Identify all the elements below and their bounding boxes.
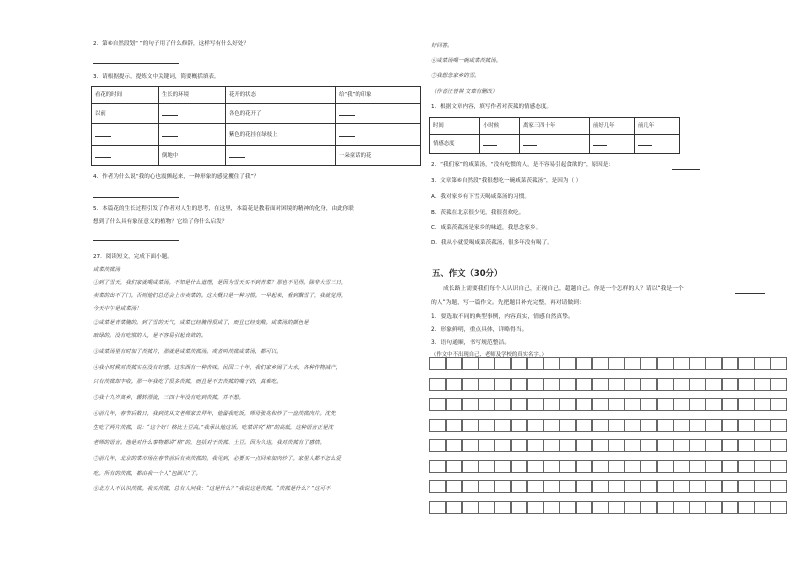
passage-line: ⑦前几年，北京的菜市场在春节前后有卖茨菰的。我见到，必要买一点回来加肉炒了。家里人都不怎么爱 (93, 456, 341, 462)
grid-cell[interactable] (592, 378, 609, 391)
table-attitude (429, 117, 680, 154)
question-2: 2．第⑥自然段划“ ”的句子用了什么修辞，这样写有什么好处？ (93, 41, 249, 47)
grid-cell[interactable] (705, 378, 722, 391)
grid-cell[interactable] (511, 439, 528, 452)
grid-cell[interactable] (559, 480, 576, 493)
essay-writing-grid[interactable] (430, 357, 787, 521)
grid-cell[interactable] (511, 378, 528, 391)
passage-line: ⑧北方人不认识茨菰。我买茨菰，总有人问我：“这是什么？”我说这是茨菰。“茨菰是什么？”这可不 (93, 486, 331, 492)
grid-cell[interactable] (608, 460, 625, 473)
table-cell: 离家三四十年 (520, 118, 590, 135)
grid-cell[interactable] (559, 378, 576, 391)
table-cell: 时间 (430, 118, 480, 135)
requirement-2: 2．形象鲜明，重点具体，详略得当。 (431, 327, 528, 333)
grid-cell[interactable] (754, 398, 771, 411)
grid-cell[interactable] (657, 480, 674, 493)
grid-cell[interactable] (592, 480, 609, 493)
grid-cell[interactable] (754, 357, 771, 370)
grid-cell[interactable] (478, 419, 495, 432)
grid-cell[interactable] (608, 419, 625, 432)
grid-cell[interactable] (738, 357, 755, 370)
grid-cell[interactable] (592, 398, 609, 411)
table-row (92, 124, 421, 146)
grid-cell[interactable] (576, 378, 593, 391)
grid-cell[interactable] (511, 357, 528, 370)
requirement-3: 3．语句通顺，书写规范整洁。 (431, 340, 511, 346)
question-27: 27．阅读短文，完成下面小题。 (93, 254, 173, 260)
grid-cell[interactable] (429, 501, 446, 514)
table-cell: 情感态度 (430, 135, 480, 154)
grid-cell[interactable] (543, 501, 560, 514)
table-cell: 倒地中 (159, 146, 226, 166)
grid-cell[interactable] (738, 419, 755, 432)
grid-cell[interactable] (478, 501, 495, 514)
grid-cell[interactable] (624, 357, 641, 370)
grid-cell[interactable] (478, 357, 495, 370)
grid-cell[interactable] (722, 460, 739, 473)
question-3: 3．请根据提示，提炼文中关键词，简要概括填表。 (93, 74, 220, 80)
grid-cell[interactable] (770, 439, 787, 452)
table-cell-blank (520, 135, 590, 154)
passage-line: ③咸菜汤里有时加了茨菰片，那就是咸菜茨菰汤。或者叫茨菰咸菜汤，都可以。 (93, 349, 282, 355)
grid-cell[interactable] (770, 501, 787, 514)
grid-cell[interactable] (446, 357, 463, 370)
grid-cell[interactable] (511, 501, 528, 514)
grid-cell[interactable] (689, 398, 706, 411)
grid-cell[interactable] (657, 419, 674, 432)
passage-line: 只有茨菰却丰收。那一年我吃了很多茨菰，而且是不去茨菰的嘴子的，真难吃。 (93, 379, 282, 385)
grid-cell[interactable] (722, 439, 739, 452)
grid-cell[interactable] (705, 439, 722, 452)
question-5: 5．本篇花的生长过程引发了作者对人生的思考，在这里，本篇花是教着面对困境的精神的化身，由此你联 (93, 206, 354, 212)
choice-d: D．我从小就爱喝咸菜茨菰汤，很多年没有喝了。 (431, 240, 553, 246)
grid-cell[interactable] (559, 357, 576, 370)
grid-cell[interactable] (576, 480, 593, 493)
grid-cell[interactable] (624, 480, 641, 493)
grid-cell[interactable] (770, 419, 787, 432)
grid-cell[interactable] (722, 357, 739, 370)
grid-cell[interactable] (689, 460, 706, 473)
table-cell-blank (590, 135, 635, 154)
grid-cell[interactable] (462, 480, 479, 493)
title-blank (735, 293, 765, 294)
grid-cell[interactable] (608, 398, 625, 411)
grid-cell[interactable] (738, 480, 755, 493)
grid-cell[interactable] (429, 480, 446, 493)
grid-cell[interactable] (689, 501, 706, 514)
table-row (92, 104, 421, 124)
grid-cell[interactable] (640, 398, 657, 411)
grid-cell[interactable] (705, 419, 722, 432)
grid-cell[interactable] (754, 378, 771, 391)
grid-cell[interactable] (429, 419, 446, 432)
grid-cell[interactable] (640, 439, 657, 452)
grid-cell[interactable] (608, 439, 625, 452)
table-cell: 紫色的花挂在绿枝上 (226, 124, 336, 146)
grid-cell[interactable] (673, 439, 690, 452)
grid-cell[interactable] (462, 460, 479, 473)
grid-cell[interactable] (527, 480, 544, 493)
grid-cell[interactable] (446, 439, 463, 452)
grid-cell[interactable] (640, 419, 657, 432)
passage-line: 老师的语言。他是对什么事物都讲“格”的，包括对于茨菰、土豆。因为久违，我对茨菰有了感情。 (93, 440, 325, 446)
grid-cell[interactable] (624, 439, 641, 452)
grid-cell[interactable] (722, 501, 739, 514)
grid-cell[interactable] (462, 501, 479, 514)
grid-cell[interactable] (559, 398, 576, 411)
grid-cell[interactable] (429, 378, 446, 391)
passage-line: ②咸菜是青菜腌的。到了雪的天气，咸菜已经腌得很咸了，而且已经变酸。咸菜汤的颜色是 (93, 320, 309, 326)
table-row (430, 118, 680, 135)
grid-cell[interactable] (657, 501, 674, 514)
passage-title: 咸菜茨菰汤 (93, 267, 120, 273)
grid-cell[interactable] (770, 460, 787, 473)
choice-b: B．茨菰在北京很少见，我很喜欢吃。 (431, 210, 525, 216)
grid-cell[interactable] (576, 357, 593, 370)
grid-cell[interactable] (592, 419, 609, 432)
grid-cell[interactable] (462, 398, 479, 411)
choice-a: A．我对家乡有下雪天喝咸菜汤的习惯。 (431, 194, 530, 200)
grid-cell[interactable] (673, 398, 690, 411)
passage-line: 暗绿的。没有吃惯的人，是不容易引起食欲的。 (93, 333, 207, 339)
grid-cell[interactable] (722, 398, 739, 411)
table-cell-blank (92, 146, 159, 166)
table-header: 看花的时间 (92, 87, 159, 104)
requirement-1: 1．要选取不同的典型事例，内容真实，情感自然真挚。 (431, 314, 574, 320)
grid-cell[interactable] (478, 480, 495, 493)
passage-continued: 好回答。 (431, 43, 453, 49)
grid-cell[interactable] (462, 439, 479, 452)
passage-line: ⑦我想念家乡的雪。 (431, 73, 480, 79)
grid-cell[interactable] (624, 419, 641, 432)
grid-cell[interactable] (478, 378, 495, 391)
grid-cell[interactable] (689, 357, 706, 370)
grid-cell[interactable] (462, 378, 479, 391)
grid-row (430, 460, 787, 473)
grid-cell[interactable] (446, 480, 463, 493)
answer-line (93, 63, 179, 64)
grid-cell[interactable] (592, 460, 609, 473)
grid-cell[interactable] (738, 439, 755, 452)
question-5-cont: 想到了什么具有象征意义的植物？它给了你什么启发？ (93, 219, 228, 225)
grid-cell[interactable] (689, 378, 706, 391)
right-question-2: 2．“我们家”的咸菜汤，“没有吃惯的人，是不容易引起食欲的”，原因是： (431, 162, 614, 168)
grid-cell[interactable] (494, 480, 511, 493)
grid-cell[interactable] (689, 419, 706, 432)
grid-cell[interactable] (624, 398, 641, 411)
grid-cell[interactable] (494, 460, 511, 473)
table-cell-blank (635, 135, 680, 154)
grid-cell[interactable] (640, 378, 657, 391)
grid-cell[interactable] (478, 460, 495, 473)
grid-cell[interactable] (429, 439, 446, 452)
grid-cell[interactable] (446, 419, 463, 432)
grid-cell[interactable] (576, 398, 593, 411)
grid-row (430, 480, 787, 493)
grid-cell[interactable] (689, 480, 706, 493)
grid-cell[interactable] (543, 439, 560, 452)
grid-cell[interactable] (494, 398, 511, 411)
answer-line (93, 240, 179, 241)
grid-cell[interactable] (527, 460, 544, 473)
grid-cell[interactable] (429, 398, 446, 411)
table-cell-blank (159, 124, 226, 146)
grid-cell[interactable] (462, 357, 479, 370)
answer-line (672, 169, 700, 170)
grid-cell[interactable] (770, 398, 787, 411)
grid-cell[interactable] (754, 460, 771, 473)
grid-cell[interactable] (543, 419, 560, 432)
grid-cell[interactable] (511, 419, 528, 432)
grid-cell[interactable] (429, 460, 446, 473)
grid-cell[interactable] (673, 501, 690, 514)
passage-line: ④我小时候对茨菰实在没有好感。这东西有一种苦味。民国二十年，我们家乡闹了大水，各种作物减产， (93, 365, 341, 371)
grid-cell[interactable] (673, 480, 690, 493)
passage-line: ①到了雪天，我们家就喝咸菜汤。不知是什么道理，是因为雪天买不到青菜？那也不见得。除非大雪三日， (93, 280, 347, 286)
grid-cell[interactable] (429, 357, 446, 370)
grid-cell[interactable] (494, 501, 511, 514)
grid-cell[interactable] (527, 419, 544, 432)
grid-cell[interactable] (640, 480, 657, 493)
table-cell-blank (159, 104, 226, 124)
grid-cell[interactable] (640, 460, 657, 473)
grid-cell[interactable] (754, 419, 771, 432)
grid-cell[interactable] (722, 419, 739, 432)
grid-cell[interactable] (673, 378, 690, 391)
table-cell: 一朵童话的花 (336, 146, 421, 166)
grid-cell[interactable] (754, 439, 771, 452)
grid-cell[interactable] (527, 378, 544, 391)
grid-cell[interactable] (689, 439, 706, 452)
grid-cell[interactable] (608, 501, 625, 514)
passage-source: （作者汪曾祺 文章有删改） (431, 89, 498, 95)
table-cell-blank (480, 135, 520, 154)
grid-cell[interactable] (624, 501, 641, 514)
grid-cell[interactable] (640, 501, 657, 514)
table-header: 生长的环境 (159, 87, 226, 104)
grid-cell[interactable] (657, 357, 674, 370)
grid-cell[interactable] (543, 357, 560, 370)
grid-cell[interactable] (592, 357, 609, 370)
grid-cell[interactable] (576, 460, 593, 473)
grid-cell[interactable] (527, 439, 544, 452)
grid-cell[interactable] (705, 480, 722, 493)
table-row (92, 146, 421, 166)
grid-row (430, 501, 787, 514)
essay-prompt-cont: 的人”为题，写一篇作文。先把题目补充完整，再对请做到： (431, 300, 585, 306)
grid-cell[interactable] (559, 419, 576, 432)
grid-cell[interactable] (511, 460, 528, 473)
passage-line: 生吃了两片茨菰，说：“这个好！格比土豆高。”我承认他这话。吃菜讲究“格”的高低，这种语言正是沈 (93, 425, 334, 431)
grid-cell[interactable] (640, 357, 657, 370)
grid-cell[interactable] (592, 439, 609, 452)
grid-cell[interactable] (705, 398, 722, 411)
table-header: 花开的状态 (226, 87, 336, 104)
essay-prompt: 成长路上需要我们每个人认识自己，正视自己，超越自己。你是一个怎样的人？请以“我是一个 (443, 286, 684, 292)
grid-cell[interactable] (543, 480, 560, 493)
table-cell: 前好几年 (590, 118, 635, 135)
grid-cell[interactable] (722, 378, 739, 391)
grid-cell[interactable] (673, 357, 690, 370)
right-question-1: 1．根据文章内容，填写作者对茨菰的情感态度。 (431, 104, 553, 110)
grid-cell[interactable] (543, 378, 560, 391)
grid-cell[interactable] (494, 419, 511, 432)
table-cell-blank (336, 104, 421, 124)
grid-cell[interactable] (446, 501, 463, 514)
grid-cell[interactable] (624, 460, 641, 473)
grid-cell[interactable] (494, 439, 511, 452)
grid-cell[interactable] (592, 501, 609, 514)
grid-cell[interactable] (657, 439, 674, 452)
table-cell-blank (92, 124, 159, 146)
grid-cell[interactable] (673, 419, 690, 432)
passage-line: 卖菜的出不了门。否则他们总还会上市卖菜的。这大概只是一种习惯。一早起来，看到飘雪了，我就觉得， (93, 293, 347, 299)
choice-c: C．咸菜茨菰汤是家乡的味道，我思念家乡。 (431, 225, 542, 231)
grid-row (430, 357, 787, 370)
grid-cell[interactable] (527, 398, 544, 411)
grid-cell[interactable] (576, 419, 593, 432)
grid-cell[interactable] (446, 460, 463, 473)
table-row (430, 135, 680, 154)
grid-cell[interactable] (494, 357, 511, 370)
answer-line (93, 197, 179, 198)
passage-line: 吃。所有的茨菰，都由我一个人“包圆儿”了。 (93, 471, 201, 477)
grid-row (430, 398, 787, 411)
grid-cell[interactable] (608, 480, 625, 493)
grid-cell[interactable] (624, 378, 641, 391)
grid-cell[interactable] (754, 480, 771, 493)
grid-cell[interactable] (608, 378, 625, 391)
grid-cell[interactable] (738, 460, 755, 473)
passage-line: ⑥咸菜汤喝一碗咸菜茨菰汤。 (431, 58, 502, 64)
grid-cell[interactable] (608, 357, 625, 370)
table-cell: 小时候 (480, 118, 520, 135)
right-question-3: 3．文章第⑥自然段“我很想吃一碗咸菜茨菰汤”，是因为（ ） (431, 178, 582, 184)
table-header-row (92, 87, 421, 104)
grid-cell[interactable] (705, 501, 722, 514)
essay-note: （作文中不出现自己、老师及学校的真实名字。） (431, 352, 547, 358)
grid-cell[interactable] (446, 398, 463, 411)
grid-cell[interactable] (559, 460, 576, 473)
grid-cell[interactable] (673, 460, 690, 473)
grid-cell[interactable] (511, 480, 528, 493)
table-header: 给“我”的印象 (336, 87, 421, 104)
passage-line: 今天中午是咸菜汤！ (93, 306, 142, 312)
grid-cell[interactable] (478, 439, 495, 452)
grid-cell[interactable] (511, 398, 528, 411)
table-cell-blank (226, 146, 336, 166)
grid-cell[interactable] (770, 357, 787, 370)
grid-cell[interactable] (657, 460, 674, 473)
grid-cell[interactable] (657, 378, 674, 391)
table-cell: 前几年 (635, 118, 680, 135)
grid-cell[interactable] (446, 378, 463, 391)
table-cell-blank (336, 124, 421, 146)
grid-cell[interactable] (559, 439, 576, 452)
grid-cell[interactable] (770, 378, 787, 391)
grid-cell[interactable] (576, 439, 593, 452)
grid-cell[interactable] (462, 419, 479, 432)
grid-row (430, 378, 787, 391)
grid-cell[interactable] (527, 357, 544, 370)
section-5-heading: 五、作文（30分） (432, 268, 503, 278)
grid-cell[interactable] (494, 378, 511, 391)
grid-cell[interactable] (738, 378, 755, 391)
question-4: 4．作者为什么说“我的心也震颤起来，一种形象的感觉攫住了我”？ (93, 174, 259, 180)
grid-cell[interactable] (576, 501, 593, 514)
grid-cell[interactable] (738, 398, 755, 411)
grid-cell[interactable] (770, 480, 787, 493)
grid-cell[interactable] (478, 398, 495, 411)
grid-cell[interactable] (559, 501, 576, 514)
grid-cell[interactable] (657, 398, 674, 411)
grid-cell[interactable] (705, 357, 722, 370)
passage-line: ⑥前几年，春节后数日，我到沈从文老师家去拜年，他留我吃饭，师母张兆和炒了一盘茨菰肉片。沈先 (93, 411, 336, 417)
grid-cell[interactable] (543, 398, 560, 411)
grid-cell[interactable] (754, 501, 771, 514)
passage-line: ⑤我十九岁离乡，辗转漂流，三四十年没有吃到茨菰，并不想。 (93, 395, 244, 401)
table-flower (91, 86, 421, 166)
grid-row (430, 419, 787, 432)
table-cell: 各色的花开了 (226, 104, 336, 124)
grid-row (430, 439, 787, 452)
table-cell: 以前 (92, 104, 159, 124)
grid-cell[interactable] (738, 501, 755, 514)
grid-cell[interactable] (722, 480, 739, 493)
grid-cell[interactable] (705, 460, 722, 473)
grid-cell[interactable] (527, 501, 544, 514)
grid-cell[interactable] (543, 460, 560, 473)
